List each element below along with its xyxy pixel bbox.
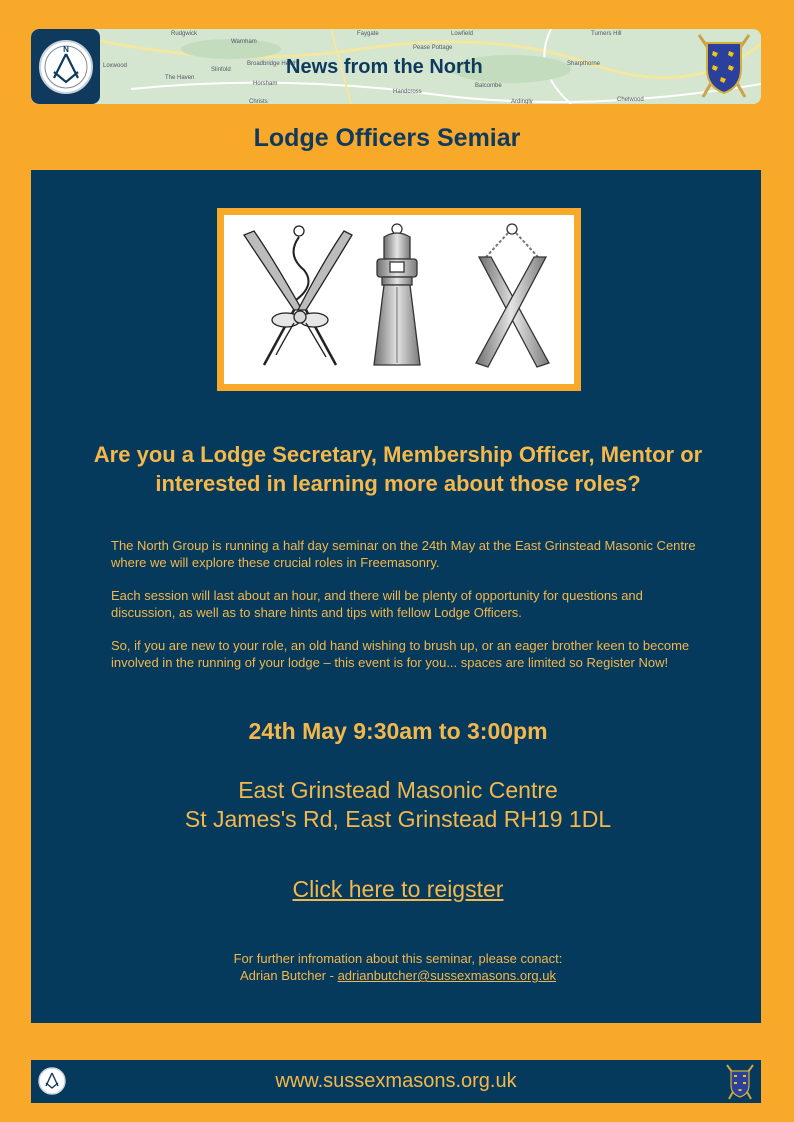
tower-jewel-icon (374, 224, 420, 365)
paragraph: The North Group is running a half day seminar on the 24th May at the East Grinstead Masonic Centre where we will explore these crucial roles in Freemasonry. (111, 538, 696, 570)
map-label: Faygate (357, 31, 379, 37)
map-label: Broadbridge Heath (247, 61, 298, 67)
main-panel (31, 170, 761, 1023)
contact-name: Adrian Butcher - (240, 968, 338, 983)
map-label: Ardingly (511, 99, 533, 104)
map-label: Slinfold (211, 67, 231, 73)
register-link[interactable]: Click here to reigster (292, 876, 504, 902)
event-venue (31, 776, 765, 834)
map-label: Turners Hill (591, 31, 622, 37)
provincial-crest-icon (693, 31, 755, 101)
masonic-logo (31, 29, 100, 104)
event-date-time: 24th May 9:30am to 3:00pm (248, 718, 548, 744)
map-label: Pease Pottage (413, 45, 453, 51)
seminar-description (111, 538, 701, 688)
contact-info (31, 950, 765, 984)
map-label: Rudgwick (171, 31, 198, 37)
venue-address: St James's Rd, East Grinstead RH19 1DL (184, 806, 612, 832)
map-label: Horsham (253, 81, 278, 87)
map-label: Sharpthorne (567, 61, 601, 67)
map-label: Handcross (393, 89, 422, 95)
map-label: Lowfield (451, 31, 474, 37)
provincial-crest-icon (723, 1063, 757, 1101)
crossed-quills-icon (244, 226, 352, 365)
venue-name: East Grinstead Masonic Centre (238, 777, 558, 803)
map-label: Christs (249, 99, 268, 104)
officer-jewels-illustration (224, 215, 574, 384)
map-label: Warnham (231, 39, 257, 45)
officer-jewels-image (217, 208, 581, 391)
paragraph: Each session will last about an hour, and there will be plenty of opportunity for questions and discussion, as well as to share hints and tips with fellow Lodge Officers. (111, 588, 643, 620)
crossed-batons-icon (476, 224, 549, 367)
header-title: News from the North (286, 56, 483, 78)
contact-line: For further infromation about this seminar, please conact: (233, 951, 563, 966)
footer-bar (31, 1060, 761, 1103)
paragraph: So, if you are new to your role, an old hand wishing to brush up, or an eager brother keen to become involved in the running of your lodge – this event is for you... spaces are limited so Register Now! (111, 638, 690, 670)
contact-person (31, 967, 765, 984)
map-label: Chelwood (617, 97, 644, 103)
svg-text:N: N (62, 44, 69, 54)
website-link[interactable]: www.sussexmasons.org.uk (275, 1070, 517, 1092)
square-compass-icon (37, 38, 95, 96)
map-label: Balcombe (475, 83, 502, 89)
page-title: Lodge Officers Semiar (253, 124, 521, 152)
headline-question: Are you a Lodge Secretary, Membership Officer, Mentor or interested in learning more about those roles? (93, 442, 703, 496)
contact-email-link[interactable]: adrianbutcher@sussexmasons.org.uk (337, 968, 556, 983)
map-label: Loxwood (103, 63, 128, 69)
map-label: The Haven (165, 75, 195, 81)
header-banner (31, 29, 761, 104)
